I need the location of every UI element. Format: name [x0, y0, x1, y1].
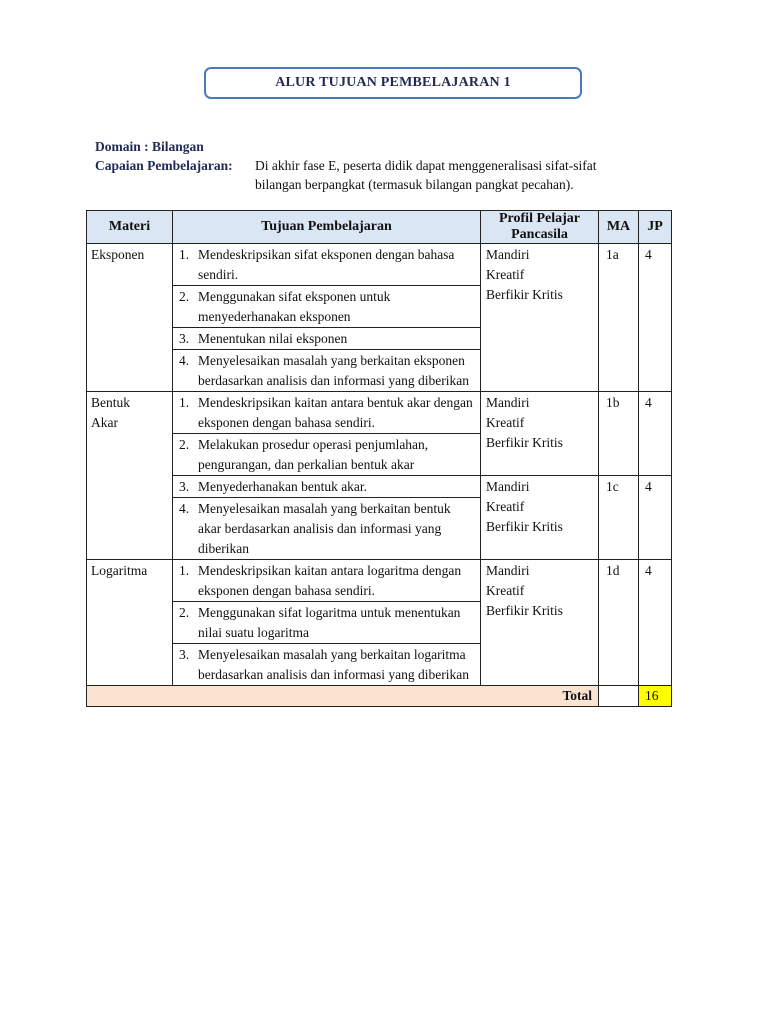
profil-cell: Mandiri Kreatif Berfikir Kritis — [481, 244, 599, 392]
total-label: Total — [87, 686, 599, 707]
capaian-text-line2: bilangan berpangkat (termasuk bilangan pangkat pecahan). — [255, 177, 574, 192]
tujuan-cell: 1. Mendeskripsikan sifat eksponen dengan bahasa sendiri. — [173, 244, 481, 286]
tujuan-cell: 2. Melakukan prosedur operasi penjumlahan, pengurangan, dan perkalian bentuk akar — [173, 434, 481, 476]
profil-cell: Mandiri Kreatif Berfikir Kritis — [481, 560, 599, 686]
header-jp: JP — [639, 211, 672, 244]
tujuan-cell: 1. Mendeskripsikan kaitan antara bentuk akar dengan eksponen dengan bahasa sendiri. — [173, 392, 481, 434]
tujuan-cell: 2. Menggunakan sifat eksponen untuk menyederhanakan eksponen — [173, 286, 481, 328]
materi-cell: Logaritma — [87, 560, 173, 686]
domain-value: Bilangan — [152, 139, 204, 154]
ma-cell: 1d — [599, 560, 639, 686]
ma-cell: 1b — [599, 392, 639, 476]
materi-cell: Eksponen — [87, 244, 173, 392]
table-row — [87, 476, 672, 498]
tujuan-cell: 3. Menyelesaikan masalah yang berkaitan logaritma berdasarkan analisis dan informasi yang diberikan — [173, 644, 481, 686]
table-header-row — [87, 211, 672, 244]
profil-cell: Mandiri Kreatif Berfikir Kritis — [481, 476, 599, 560]
total-ma-cell — [599, 686, 639, 707]
jp-cell: 4 — [639, 244, 672, 392]
tujuan-cell: 2. Menggunakan sifat logaritma untuk menentukan nilai suatu logaritma — [173, 602, 481, 644]
tujuan-cell: 3. Menyederhanakan bentuk akar. — [173, 476, 481, 498]
table-row — [87, 560, 672, 602]
page-title: ALUR TUJUAN PEMBELAJARAN 1 — [204, 67, 582, 99]
header-materi: Materi — [87, 211, 173, 244]
header-profil: Profil Pelajar Pancasila — [481, 211, 599, 244]
jp-cell: 4 — [639, 476, 672, 560]
domain-line — [95, 137, 204, 156]
capaian-text-line1: Di akhir fase E, peserta didik dapat menggeneralisasi sifat-sifat — [255, 158, 597, 173]
tujuan-cell: 3. Menentukan nilai eksponen — [173, 328, 481, 350]
capaian-label: Capaian Pembelajaran: — [95, 158, 233, 173]
table-row — [87, 392, 672, 434]
tujuan-cell: 1. Mendeskripsikan kaitan antara logaritma dengan eksponen dengan bahasa sendiri. — [173, 560, 481, 602]
materi-cell: Bentuk Akar — [87, 392, 173, 560]
jp-cell: 4 — [639, 392, 672, 476]
learning-objectives-table — [86, 210, 672, 707]
total-jp-value: 16 — [639, 686, 672, 707]
domain-label: Domain : Bilangan — [95, 139, 204, 154]
tujuan-cell: 4. Menyelesaikan masalah yang berkaitan eksponen berdasarkan analisis dan informasi yang diberikan — [173, 350, 481, 392]
total-row — [87, 686, 672, 707]
profil-cell: Mandiri Kreatif Berfikir Kritis — [481, 392, 599, 476]
ma-cell: 1a — [599, 244, 639, 392]
header-tujuan: Tujuan Pembelajaran — [173, 211, 481, 244]
header-ma: MA — [599, 211, 639, 244]
jp-cell: 4 — [639, 560, 672, 686]
table-row — [87, 244, 672, 286]
ma-cell: 1c — [599, 476, 639, 560]
tujuan-cell: 4. Menyelesaikan masalah yang berkaitan bentuk akar berdasarkan analisis dan informasi yang diberikan — [173, 498, 481, 560]
